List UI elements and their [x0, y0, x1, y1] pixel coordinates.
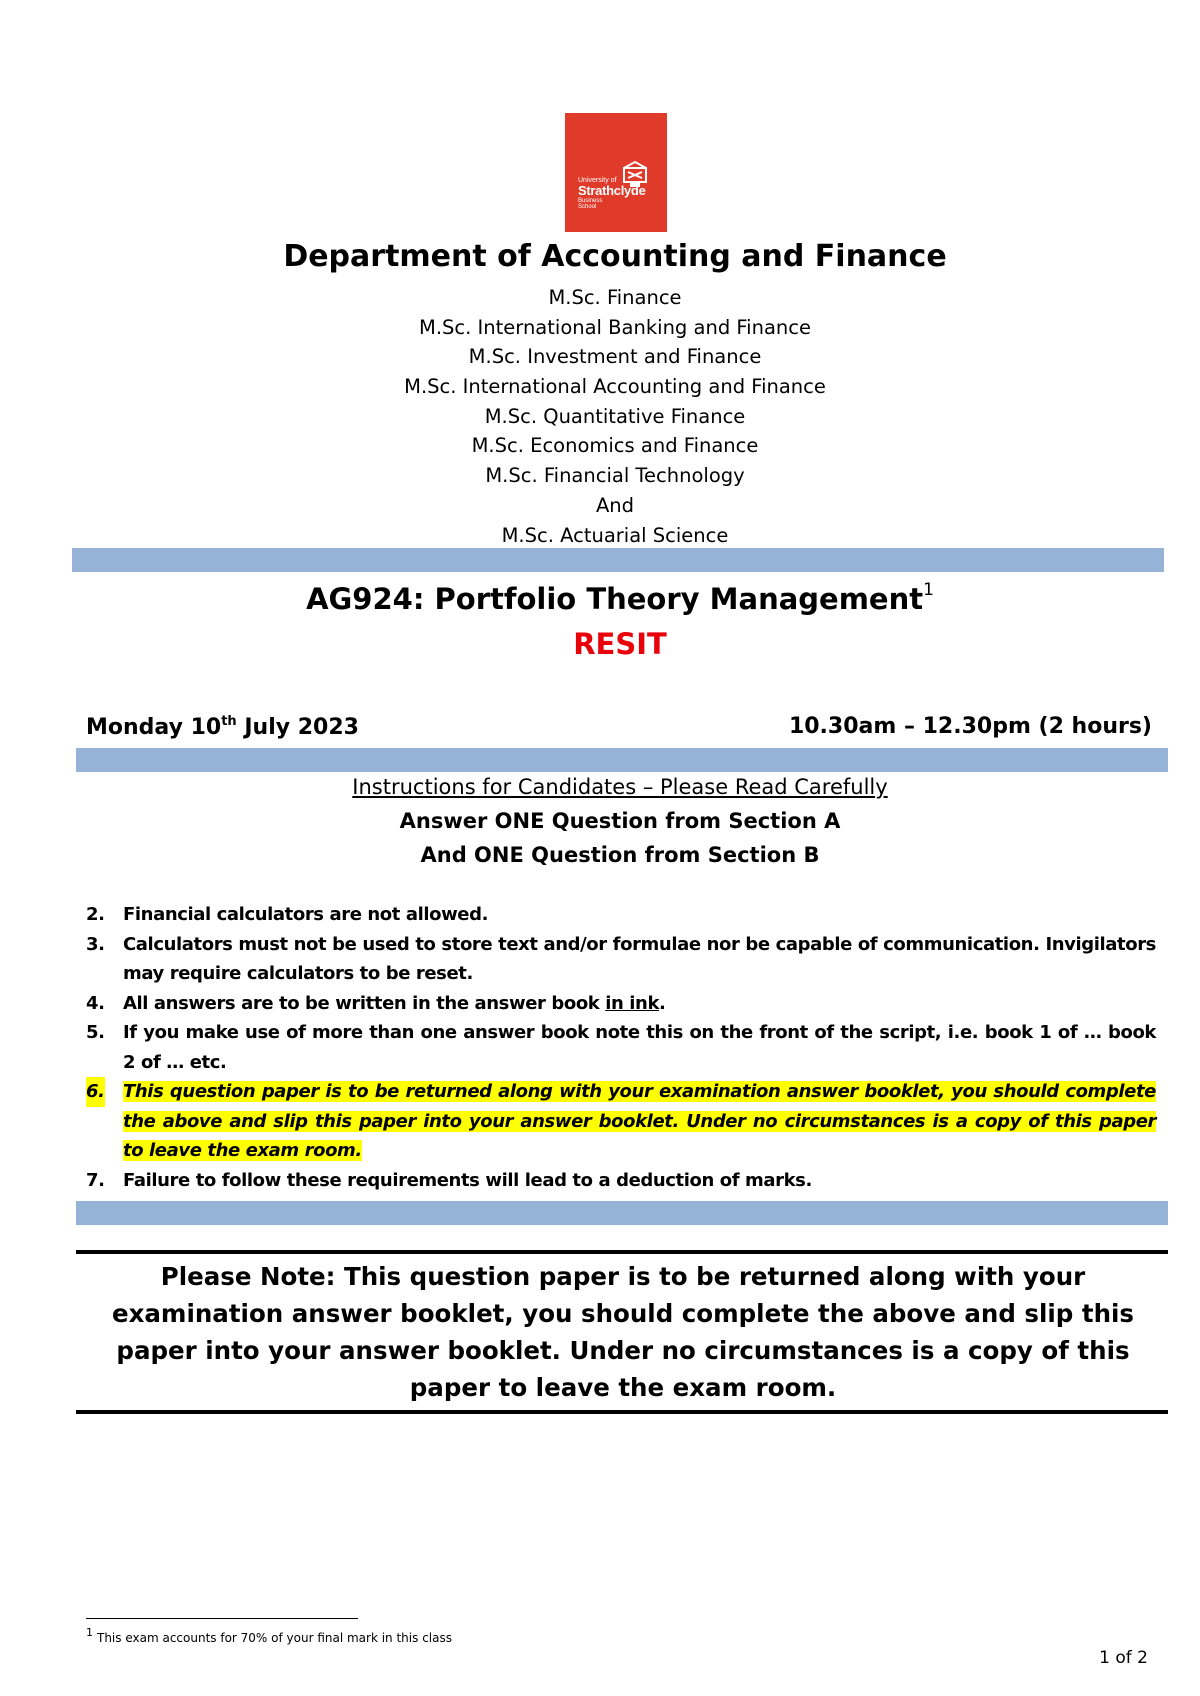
note-bottom-rule	[76, 1410, 1168, 1414]
list-text: Failure to follow these requirements will lead to a deduction of marks.	[123, 1169, 812, 1191]
list-number: 5.	[86, 1022, 105, 1043]
programme-item: And	[595, 493, 635, 517]
please-note: Please Note: This question paper is to be returned along with your examination answer booklet, you should complete the above and slip this paper into your answer booklet. Under no circumstances is a copy of this paper to leave the exam room.	[111, 1262, 1134, 1402]
programme-item: M.Sc. Quantitative Finance	[484, 404, 746, 428]
list-number: 3.	[86, 933, 105, 955]
course-title-text: AG924: Portfolio Theory Management	[306, 582, 924, 616]
list-number: 6.	[86, 1077, 105, 1107]
footnote-separator	[86, 1618, 358, 1619]
divider-band	[72, 548, 1164, 572]
list-text: Financial calculators are not allowed.	[123, 904, 489, 925]
programme-item: M.Sc. International Banking and Finance	[419, 315, 811, 339]
footnote-reference: 1	[923, 580, 934, 600]
logo-line-3: Business	[578, 197, 603, 204]
instructions-title: Instructions for Candidates – Please Read Carefully	[352, 775, 888, 799]
instructions-section-a: Answer ONE Question from Section A	[399, 809, 841, 833]
list-number: 4.	[86, 992, 105, 1014]
list-item	[86, 1018, 1156, 1077]
logo-wordmark	[578, 177, 646, 211]
exam-date-rest: July 2023	[236, 715, 359, 740]
programme-item: M.Sc. International Accounting and Finance	[404, 375, 826, 399]
list-item	[86, 1166, 1156, 1196]
page-number: 1 of 2	[1099, 1648, 1148, 1668]
list-text	[123, 993, 666, 1014]
exam-date	[86, 714, 359, 740]
programme-list	[0, 283, 1200, 550]
list-number: 2.	[86, 904, 105, 925]
list-item	[86, 900, 1156, 930]
footnote-number: 1	[86, 1626, 93, 1639]
list-number: 7.	[86, 1169, 105, 1191]
footnote	[86, 1626, 452, 1645]
divider-band	[76, 1201, 1168, 1225]
programme-item: M.Sc. Actuarial Science	[501, 523, 729, 547]
programme-item: M.Sc. Economics and Finance	[471, 434, 759, 458]
list-item	[86, 989, 1156, 1019]
logo-line-2: Strathclyde	[578, 183, 646, 199]
list-text: Calculators must not be used to store text and/or formulae nor be capable of communication. Invigilators may require calculators to be reset.	[123, 933, 1156, 984]
programme-item: M.Sc. Finance	[548, 286, 682, 309]
list-text-after: .	[659, 992, 666, 1014]
department-title: Department of Accounting and Finance	[283, 239, 947, 274]
instructions-section-b: And ONE Question from Section B	[420, 843, 820, 867]
exam-date-ordinal: th	[221, 714, 237, 729]
programme-item: M.Sc. Investment and Finance	[468, 345, 762, 369]
list-text-underlined: in ink	[605, 992, 660, 1014]
exam-date-day: Monday 10	[86, 715, 222, 740]
divider-band	[76, 748, 1168, 772]
note-top-rule	[76, 1250, 1168, 1254]
list-text: This question paper is to be returned along with your examination answer booklet, you should complete the above and slip this paper into your answer booklet. Under no circumstances is a copy of this paper to leave the exam room.	[123, 1081, 1156, 1161]
list-item-highlighted	[86, 1077, 1156, 1166]
list-text: If you make use of more than one answer book note this on the front of the script, i.e. book 1 of … book 2 of … etc.	[123, 1022, 1156, 1073]
programme-item: M.Sc. Financial Technology	[485, 464, 745, 488]
resit-label: RESIT	[573, 627, 667, 661]
instruction-list	[86, 900, 1156, 1195]
course-title	[0, 580, 1200, 616]
university-logo	[565, 113, 667, 232]
logo-line-4: School	[578, 204, 597, 211]
list-item	[86, 930, 1156, 989]
logo-line-1: University of	[578, 177, 617, 184]
list-text-before: All answers are to be written in the answer book	[123, 992, 606, 1014]
exam-time: 10.30am – 12.30pm (2 hours)	[788, 714, 1152, 739]
footnote-text: This exam accounts for 70% of your final mark in this class	[97, 1631, 452, 1645]
